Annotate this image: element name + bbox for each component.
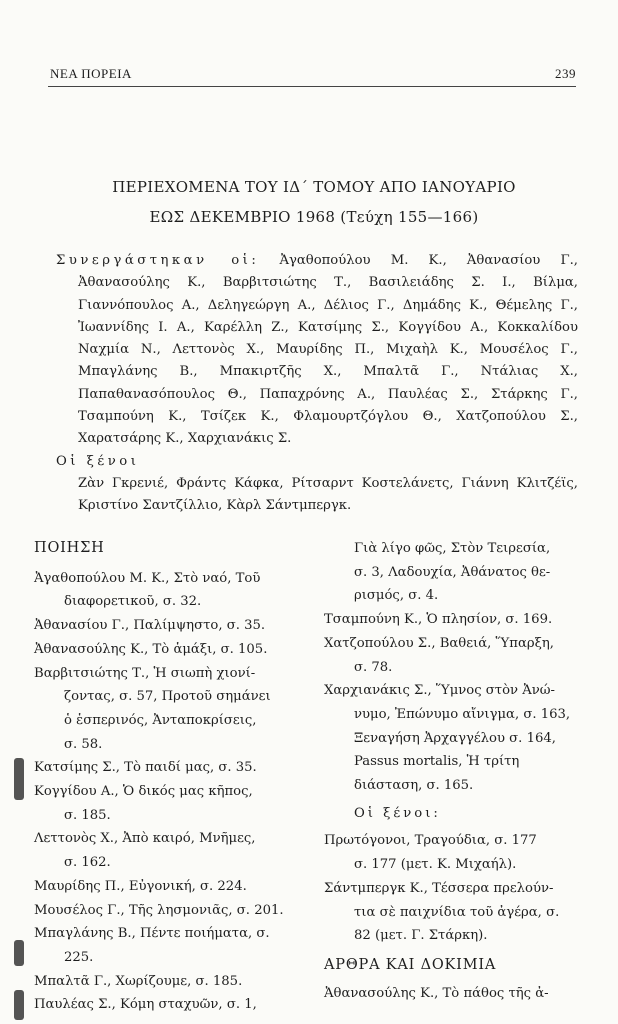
index-entry-continuation: σ. 78. bbox=[354, 659, 393, 675]
index-entry-continuation: ζοντας, σ. 57, Προτοῦ σημάνει bbox=[64, 689, 271, 705]
index-entry-continuation: Γιὰ λίγο φῶς, Στὸν Τειρεσία, bbox=[354, 541, 551, 556]
poetry-heading: ΠΟΙΗΣΗ bbox=[34, 540, 105, 556]
index-entry: Μουσέλος Γ., Τῆς λησμονιᾶς, σ. 201. bbox=[34, 902, 284, 918]
index-entry-continuation: τια σὲ παιχνίδια τοῦ ἀγέρα, σ. bbox=[354, 904, 560, 920]
scan-smudge-mark bbox=[14, 940, 24, 966]
contributors-section bbox=[56, 250, 578, 518]
index-entry: Κογγίδου Α., Ὁ δικός μας κῆπος, bbox=[34, 784, 253, 800]
index-entry-continuation: Passus mortalis, Ἡ τρίτη bbox=[354, 754, 520, 770]
index-entry: Χατζοπούλου Σ., Βαθειά, Ὕπαρξη, bbox=[324, 635, 554, 651]
index-entry: Πρωτόγονοι, Τραγούδια, σ. 177 bbox=[324, 833, 537, 849]
index-entry: Μαυρίδης Π., Εὐγονική, σ. 224. bbox=[34, 878, 247, 894]
index-entry: Βαρβιτσιώτης Τ., Ἡ σιωπὴ χιονί- bbox=[34, 665, 256, 681]
index-entry: Μπαλτᾶ Γ., Χωρίζουμε, σ. 185. bbox=[34, 973, 243, 989]
index-entry: Ἀγαθοπούλου Μ. Κ., Στὸ ναό, Τοῦ bbox=[34, 570, 261, 586]
index-entry: Ἀθανασούλης Κ., Τὸ ἁμάξι, σ. 105. bbox=[34, 641, 268, 657]
index-entry: Σάντμπεργκ Κ., Τέσσερα πρελούν- bbox=[324, 880, 554, 896]
index-entry-continuation: Ξεναγήση Ἀρχαγγέλου σ. 164, bbox=[354, 730, 556, 746]
left-column bbox=[34, 538, 306, 1018]
index-entry-continuation: 225. bbox=[64, 949, 94, 965]
index-entry-continuation: σ. 162. bbox=[64, 855, 111, 871]
foreign-poetry-entries bbox=[324, 830, 586, 947]
page-number: 239 bbox=[555, 66, 576, 81]
poetry-right-entries bbox=[324, 538, 586, 797]
scan-smudge-mark bbox=[14, 990, 24, 1020]
contributors-list: Ἀγαθοπούλου Μ. Κ., Ἀθανασίου Γ., Ἀθανασούλης Κ., Βαρβιτσιώτης Τ., Βασιλειάδης Σ. Ι., Βίλμα, Γιαννόπουλος Α., Δεληγεώργη Α., Δέλιος Γ., Δημάδης Κ., Θέμελης Γ., Ἰωαννίδης Ι. Α., Καρέλλη Ζ., Κατσίμης Σ., Κογγίδου Α., Κοκκαλίδου Ναχμία Ν., Λεττονὸς Χ., Μαυρίδης Π., Μιχαὴλ Κ., Μουσέλος Γ., Μπαγλάνης Β., Μπακιρτζῆς Χ., Μπαλτᾶ Γ., Ντάλιας Χ., Παπαθανασόπουλος Θ., Παπαχρόνης Α., Παυλέας Σ., Στάρκης Γ., Τσαμπούνη Κ., Τσίζεκ Κ., Φλαμουρτζόγλου Θ., Χατζοπούλου Σ., Χαρατσάρης Κ., Χαρχιανάκις Σ. bbox=[78, 253, 578, 447]
index-entry: Λεττονὸς Χ., Ἀπὸ καιρό, Μνῆμες, bbox=[34, 831, 256, 847]
index-entry-continuation: σ. 3, Λαδουχία, Ἀθάνατος θε- bbox=[354, 564, 551, 580]
foreigners-list: Ζὰν Γκρενιέ, Φράντς Κάφκα, Ρίτσαρντ Κοστελάνετς, Γιάννη Κλιτζέϊς, Κριστίνο Σαντζίλλιο, Κὰρλ Σάντμπεργκ. bbox=[78, 475, 578, 514]
index-entry: Μπαγλάνης Β., Πέντε ποιήματα, σ. bbox=[34, 926, 270, 942]
index-entry: Ἀθανασίου Γ., Παλίμψηστο, σ. 35. bbox=[34, 618, 266, 634]
index-entry-continuation: ὁ ἑσπερινός, Ἀνταποκρίσεις, bbox=[64, 712, 257, 728]
index-entry: Χαρχιανάκις Σ., Ὕμνος στὸν Ἀνώ- bbox=[324, 683, 555, 699]
title-line-2: ΕΩΣ ΔΕΚΕΜΒΡΙΟ 1968 (Τεύχη 155—166) bbox=[149, 208, 479, 226]
essays-heading: ΑΡΘΡΑ ΚΑΙ ΔΟΚΙΜΙΑ bbox=[324, 956, 497, 973]
foreigners-label: Οἱ ξένοι bbox=[56, 453, 140, 469]
page-title bbox=[60, 172, 568, 232]
index-entry-continuation: νυμο, Ἐπώνυμο αἴνιγμα, σ. 163, bbox=[354, 706, 571, 722]
poetry-left-entries bbox=[34, 568, 306, 1016]
index-entry-continuation: ρισμός, σ. 4. bbox=[354, 588, 439, 604]
index-entry: Κατσίμης Σ., Τὸ παιδί μας, σ. 35. bbox=[34, 760, 257, 776]
essays-first-entry: Ἀθανασούλης Κ., Τὸ πάθος τῆς ἀ- bbox=[324, 985, 549, 1001]
contributors-paragraph bbox=[56, 250, 578, 451]
journal-name: ΝΕΑ ΠΟΡΕΙΑ bbox=[50, 66, 132, 81]
contributors-label: Συνεργάστηκαν οἱ: bbox=[56, 253, 260, 268]
scan-smudge-mark bbox=[14, 758, 24, 800]
index-entry-continuation: σ. 177 (μετ. Κ. Μιχαήλ). bbox=[354, 857, 517, 873]
index-entry-continuation: σ. 185. bbox=[64, 807, 111, 823]
right-column bbox=[324, 538, 586, 1006]
index-entry-continuation: διάσταση, σ. 165. bbox=[354, 778, 474, 794]
index-entry-continuation: σ. 58. bbox=[64, 736, 103, 752]
foreigners-label-line bbox=[56, 451, 578, 473]
running-header bbox=[48, 64, 576, 87]
index-entry-continuation: 82 (μετ. Γ. Στάρκη). bbox=[354, 928, 488, 944]
index-entry: Παυλέας Σ., Κόμη σταχυῶν, σ. 1, bbox=[34, 997, 257, 1013]
title-line-1: ΠΕΡΙΕΧΟΜΕΝΑ ΤΟΥ ΙΔ΄ ΤΟΜΟΥ ΑΠΟ ΙΑΝΟΥΑΡΙΟ bbox=[112, 178, 516, 196]
index-entry: Τσαμπούνη Κ., Ὁ πλησίον, σ. 169. bbox=[324, 612, 553, 628]
foreign-poets-subheading: Οἱ ξένοι: bbox=[354, 805, 441, 821]
index-entry-continuation: διαφορετικοῦ, σ. 32. bbox=[64, 594, 202, 610]
